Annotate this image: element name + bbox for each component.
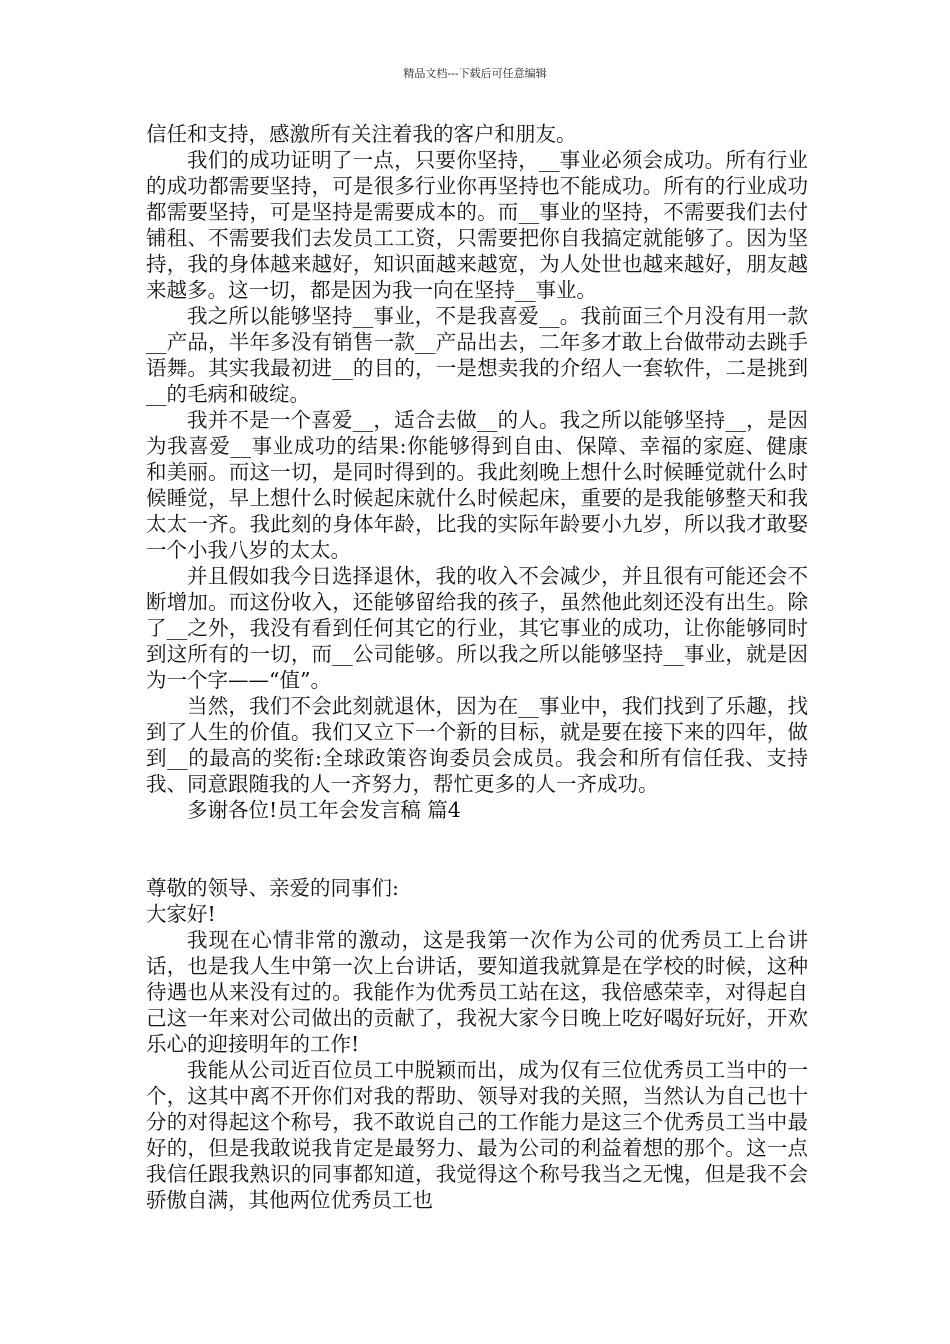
- paragraph: 并且假如我今日选择退休，我的收入不会减少，并且很有可能还会不断增加。而这份收入，还能够留给我的孩子，虽然他此刻还没有出生。除了__之外，我没有看到任何其它的行业，其它事业的成功，让你能够同时到这所有的一切，而__公司能够。所以我之所以能够坚持__事业，就是因为一个字——“值”。: [146, 564, 808, 692]
- section-gap: [146, 823, 808, 875]
- paragraph: 我现在心情非常的激动，这是我第一次作为公司的优秀员工上台讲话，也是我人生中第一次上台讲话，要知道我就算是在学校的时候，这种待遇也从来没有过的。我能作为优秀员工站在这，我倍感荣幸，对得起自己这一年来对公司做出的贡献了，我祝大家今日晚上吃好喝好玩好，开欢乐心的迎接明年的工作!: [146, 928, 808, 1056]
- section-heading: 多谢各位!员工年会发言稿 篇4: [187, 798, 461, 822]
- paragraph: 我之所以能够坚持__事业，不是我喜爱__。我前面三个月没有用一款__产品，半年多没有销售一款__产品出去，二年多才敢上台做带动去跳手语舞。其实我最初进__的目的，一是想卖我的介绍人一套软件，二是挑到__的毛病和破绽。: [146, 304, 808, 406]
- paragraph: 我们的成功证明了一点，只要你坚持，__事业必须会成功。所有行业的成功都需要坚持，可是很多行业你再坚持也不能成功。所有的行业成功都需要坚持，可是坚持是需要成本的。而__事业的坚持，不需要我们去付铺租、不需要我们去发员工工资，只需要把你自我搞定就能够了。因为坚持，我的身体越来越好，知识面越来越宽，为人处世也越来越好，朋友越来越多。这一切，都是因为我一向在坚持__事业。: [146, 148, 808, 302]
- greeting: 大家好!: [146, 902, 216, 926]
- salutation: 尊敬的领导、亲爱的同事们:: [146, 876, 399, 900]
- paragraph: 当然，我们不会此刻就退休，因为在__事业中，我们找到了乐趣，找到了人生的价值。我们又立下一个新的目标，就是要在接下来的四年，做到__的最高的奖衔:全球政策咨询委员会成员。我会和所有信任我、支持我、同意跟随我的人一齐努力，帮忙更多的人一齐成功。: [146, 694, 808, 796]
- paragraph: 我能从公司近百位员工中脱颖而出，成为仅有三位优秀员工当中的一个，这其中离不开你们对我的帮助、领导对我的关照，当然认为自己也十分的对得起这个称号，我不敢说自己的工作能力是这三个优秀员工当中最好的，但是我敢说我肯定是最努力、最为公司的利益着想的那个。这一点我信任跟我熟识的同事都知道，我觉得这个称号我当之无愧，但是我不会骄傲自满，其他两位优秀员工也: [146, 1058, 808, 1212]
- paragraph-continuation: 信任和支持，感激所有关注着我的客户和朋友。: [146, 122, 577, 146]
- document-body: [146, 121, 808, 1213]
- paragraph: 我并不是一个喜爱__，适合去做__的人。我之所以能够坚持__，是因为我喜爱__事业成功的结果:你能够得到自由、保障、幸福的家庭、健康和美丽。而这一切，是同时得到的。我此刻晚上想什么时候睡觉就什么时候睡觉，早上想什么时候起床就什么时候起床，重要的是我能够整天和我太太一齐。我此刻的身体年龄，比我的实际年龄要小九岁，所以我才敢娶一个小我八岁的太太。: [146, 408, 808, 562]
- page-header: 精品文档---下载后可任意编辑: [403, 67, 547, 80]
